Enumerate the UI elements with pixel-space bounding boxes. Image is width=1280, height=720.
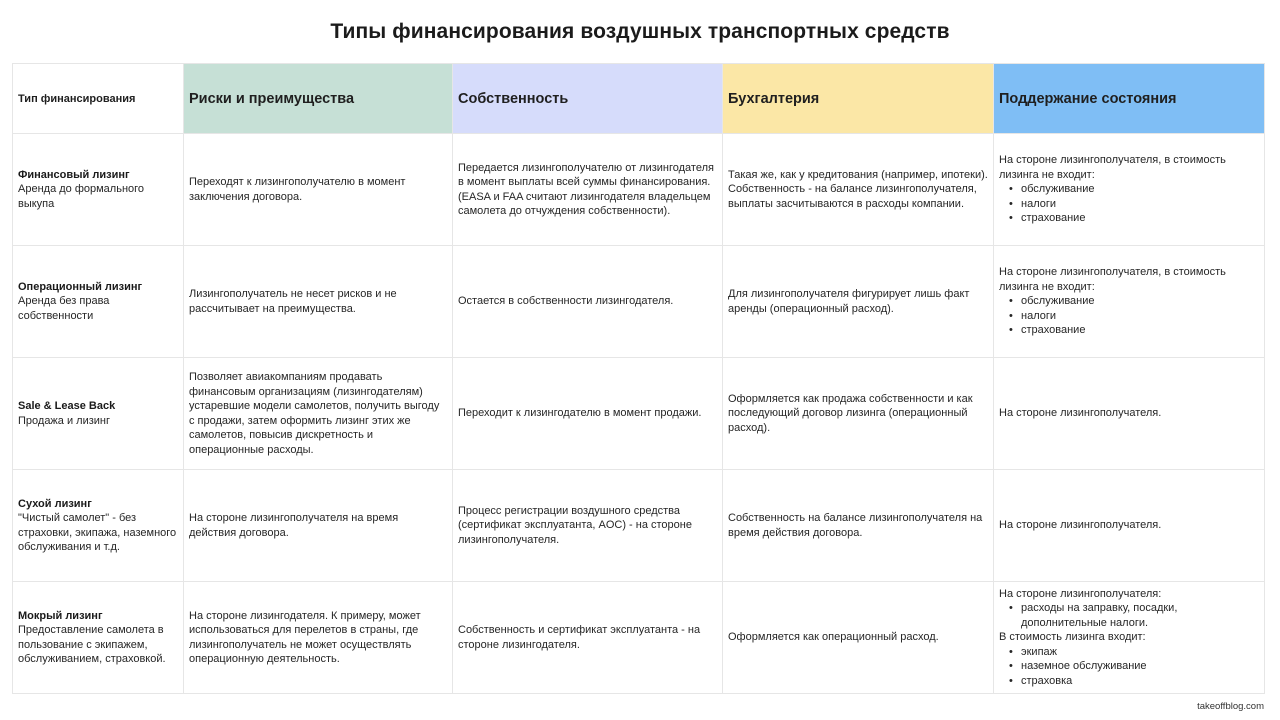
type-description: Продажа и лизинг — [18, 414, 111, 427]
maintenance-cell — [994, 582, 1265, 694]
type-description: Аренда без права собственности — [18, 295, 110, 322]
source-credit: takeoffblog.com — [1197, 701, 1264, 712]
list-item: • обслуживание — [1021, 182, 1259, 197]
list-item: • экипаж — [1021, 645, 1259, 660]
list-item: • расходы на заправку, посадки, дополнительные налоги. — [1021, 601, 1259, 630]
accounting-cell: Такая же, как у кредитования (например, ипотеки). Собственность - на балансе лизингополучателя, выплаты засчитываются в расходы компании. — [723, 134, 994, 246]
type-description: "Чистый самолет" - без страховки, экипажа, наземного обслуживания и т.д. — [18, 512, 177, 553]
maintenance-list — [999, 182, 1259, 226]
accounting-cell: Оформляется как продажа собственности и как последующий договор лизинга (операционный расход). — [723, 358, 994, 470]
header-risks: Риски и преимущества — [184, 64, 453, 134]
type-description: Предоставление самолета в пользование с экипажем, обслуживанием, страховкой. — [18, 624, 166, 665]
risks-cell: Лизингополучатель не несет рисков и не рассчитывает на преимущества. — [184, 246, 453, 358]
maintenance-list — [999, 601, 1259, 630]
maintenance-cell: На стороне лизингополучателя. — [994, 358, 1265, 470]
accounting-cell: Для лизингополучателя фигурирует лишь факт аренды (операционный расход). — [723, 246, 994, 358]
maintenance-list — [999, 294, 1259, 338]
table-row — [13, 582, 1265, 694]
header-accounting: Бухгалтерия — [723, 64, 994, 134]
ownership-cell: Переходит к лизингодателю в момент продажи. — [453, 358, 723, 470]
list-item: • налоги — [1021, 309, 1259, 324]
type-name: Финансовый лизинг — [18, 168, 130, 181]
type-cell — [13, 358, 184, 470]
table-row — [13, 134, 1265, 246]
accounting-cell: Оформляется как операционный расход. — [723, 582, 994, 694]
included-list — [999, 645, 1259, 689]
header-maintenance: Поддержание состояния — [994, 64, 1265, 134]
list-item: • наземное обслуживание — [1021, 659, 1259, 674]
maintenance-intro: На стороне лизингополучателя: — [999, 587, 1162, 600]
ownership-cell: Собственность и сертификат эксплуатанта - на стороне лизингодателя. — [453, 582, 723, 694]
table-row — [13, 358, 1265, 470]
type-description: Аренда до формального выкупа — [18, 183, 145, 210]
type-name: Sale & Lease Back — [18, 400, 116, 412]
risks-cell: Позволяет авиакомпаниям продавать финансовым организациям (лизингодателям) устаревшие модели самолетов, получить выгоду с продажи, затем оформить лизинг этих же самолетов, повысив дискретность и операционные расходы. — [184, 358, 453, 470]
ownership-cell: Передается лизингополучателю от лизингодателя в момент выплаты всей суммы финансирования. (EASA и FAA считают лизингодателя владельцем самолета до отчуждения собственности). — [453, 134, 723, 246]
type-name: Мокрый лизинг — [18, 609, 103, 622]
list-item: • налоги — [1021, 197, 1259, 212]
ownership-cell: Остается в собственности лизингодателя. — [453, 246, 723, 358]
header-ownership: Собственность — [453, 64, 723, 134]
maintenance-included-intro: В стоимость лизинга входит: — [999, 631, 1146, 644]
type-cell — [13, 134, 184, 246]
maintenance-cell — [994, 134, 1265, 246]
maintenance-cell — [994, 246, 1265, 358]
list-item: • обслуживание — [1021, 294, 1259, 309]
table-row — [13, 470, 1265, 582]
risks-cell: На стороне лизингополучателя на время действия договора. — [184, 470, 453, 582]
maintenance-cell: На стороне лизингополучателя. — [994, 470, 1265, 582]
list-item: • страхование — [1021, 323, 1259, 338]
risks-cell: На стороне лизингодателя. К примеру, может использоваться для перелетов в страны, где лизингополучатель не может осуществлять операционную деятельность. — [184, 582, 453, 694]
type-name: Операционный лизинг — [18, 280, 143, 293]
type-cell — [13, 470, 184, 582]
maintenance-intro: На стороне лизингополучателя, в стоимость лизинга не входит: — [999, 266, 1226, 293]
ownership-cell: Процесс регистрации воздушного средства (сертификат эксплуатанта, AOC) - на стороне лизингополучателя. — [453, 470, 723, 582]
financing-table — [12, 63, 1265, 694]
type-cell — [13, 582, 184, 694]
risks-cell: Переходят к лизингополучателю в момент заключения договора. — [184, 134, 453, 246]
list-item: • страховка — [1021, 674, 1259, 689]
list-item: • страхование — [1021, 211, 1259, 226]
header-row — [13, 64, 1265, 134]
type-name: Сухой лизинг — [18, 497, 92, 510]
header-type: Тип финансирования — [13, 64, 184, 134]
maintenance-intro: На стороне лизингополучателя, в стоимость лизинга не входит: — [999, 154, 1226, 181]
table-row — [13, 246, 1265, 358]
type-cell — [13, 246, 184, 358]
accounting-cell: Собственность на балансе лизингополучателя на время действия договора. — [723, 470, 994, 582]
page-title: Типы финансирования воздушных транспортных средств — [330, 20, 950, 43]
